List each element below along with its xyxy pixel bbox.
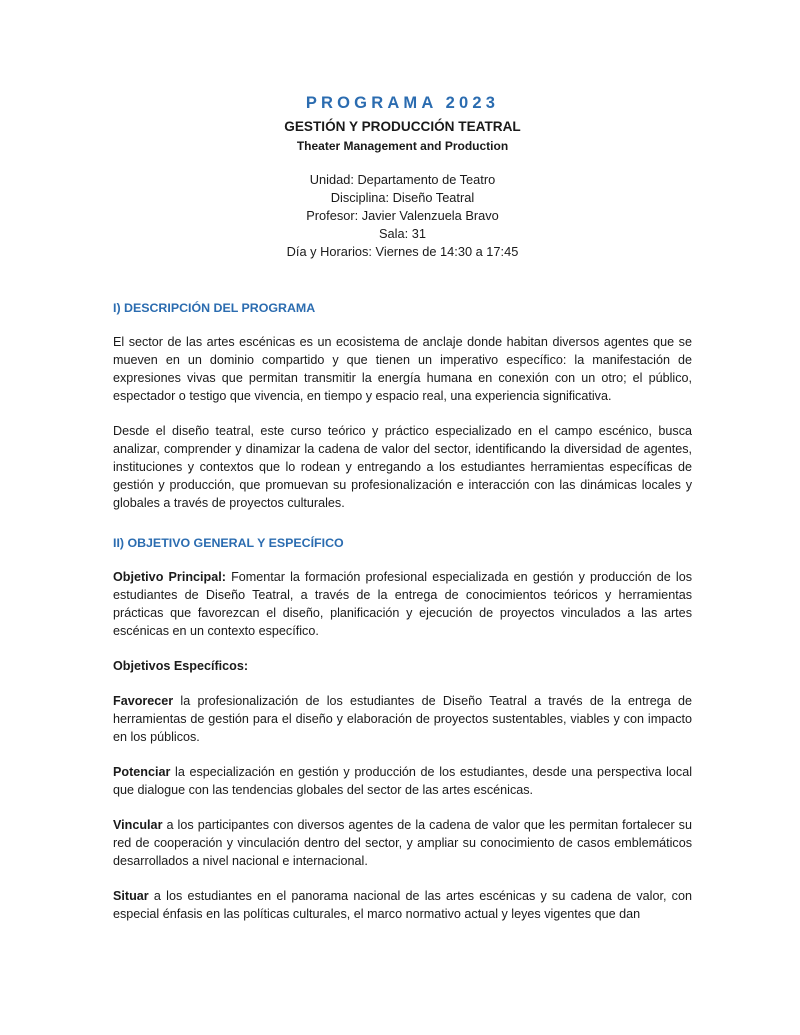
specific-objective-text: a los estudiantes en el panorama nacional de las artes escénicas y su cadena de valor, con especial énfasis en las políticas culturales, el marco normativo actual y leyes vigentes que dan <box>113 889 692 921</box>
course-title: GESTIÓN Y PRODUCCIÓN TEATRAL <box>284 119 521 134</box>
specific-objective-lead: Situar <box>113 889 149 903</box>
section-heading-description: I) DESCRIPCIÓN DEL PROGRAMA <box>113 301 316 315</box>
specific-objective-favorecer <box>113 692 692 746</box>
specific-objective-situar <box>113 887 692 923</box>
course-subtitle: Theater Management and Production <box>296 139 509 153</box>
section-heading-objectives: II) OBJETIVO GENERAL Y ESPECÍFICO <box>113 536 344 550</box>
meta-schedule: Día y Horarios: Viernes de 14:30 a 17:45 <box>286 244 519 259</box>
objective-principal-text: Fomentar la formación profesional especializada en gestión y producción de los estudiantes de Diseño Teatral, a través de la entrega de conocimientos teóricos y herramientas prácticas que favorezcan el diseño, planificación y ejecución de proyectos vinculados a las artes escénicas en un contexto específico. <box>113 570 693 638</box>
specific-objective-vincular <box>113 816 692 870</box>
specific-objective-lead: Favorecer <box>113 694 174 708</box>
specific-objective-potenciar <box>113 763 692 799</box>
description-paragraph-1: El sector de las artes escénicas es un ecosistema de anclaje donde habitan diversos agentes que se mueven en un dominio compartido y que tienen un imperativo específico: la manifestación de expresiones vivas que permitan transmitir la energía humana en conexión con un otro; el público, espectador o testigo que vivencia, en tiempo y espacio real, una experiencia significativa. <box>113 335 692 403</box>
description-paragraph-2: Desde el diseño teatral, este curso teórico y práctico especializado en el campo escénico, busca analizar, comprender y dinamizar la cadena de valor del sector, identificando la diversidad de agentes, instituciones y contextos que lo rodean y entregando a los estudiantes herramientas específicas de gestión y producción, que promuevan su profesionalización e interacción con las dinámicas locales y globales a través de proyectos culturales. <box>113 424 692 510</box>
specific-objective-lead: Vincular <box>113 818 163 832</box>
program-title: PROGRAMA 2023 <box>305 94 500 112</box>
meta-professor: Profesor: Javier Valenzuela Bravo <box>306 208 499 223</box>
specific-objective-text: la especialización en gestión y producción de los estudiantes, desde una perspectiva local que dialogue con las tendencias globales del sector de las artes escénicas. <box>113 765 692 797</box>
specific-objective-text: la profesionalización de los estudiantes de Diseño Teatral a través de la entrega de herramientas de gestión para el diseño y elaboración de proyectos sustentables, viables y con impacto en los públicos. <box>113 694 692 744</box>
meta-room: Sala: 31 <box>379 226 426 241</box>
document-header <box>113 92 692 261</box>
objective-principal-lead: Objetivo Principal: <box>113 570 226 584</box>
specific-objective-text: a los participantes con diversos agentes de la cadena de valor que les permitan fortalecer su red de cooperación y vinculación dentro del sector, y ampliar su conocimiento de casos emblemáticos desarrollados a nivel nacional e internacional. <box>113 818 692 868</box>
meta-unit: Unidad: Departamento de Teatro <box>309 172 496 187</box>
specific-objective-lead: Potenciar <box>113 765 171 779</box>
specific-objectives-heading: Objetivos Específicos: <box>113 659 249 673</box>
meta-discipline: Disciplina: Diseño Teatral <box>330 190 475 205</box>
objective-principal <box>113 568 692 640</box>
